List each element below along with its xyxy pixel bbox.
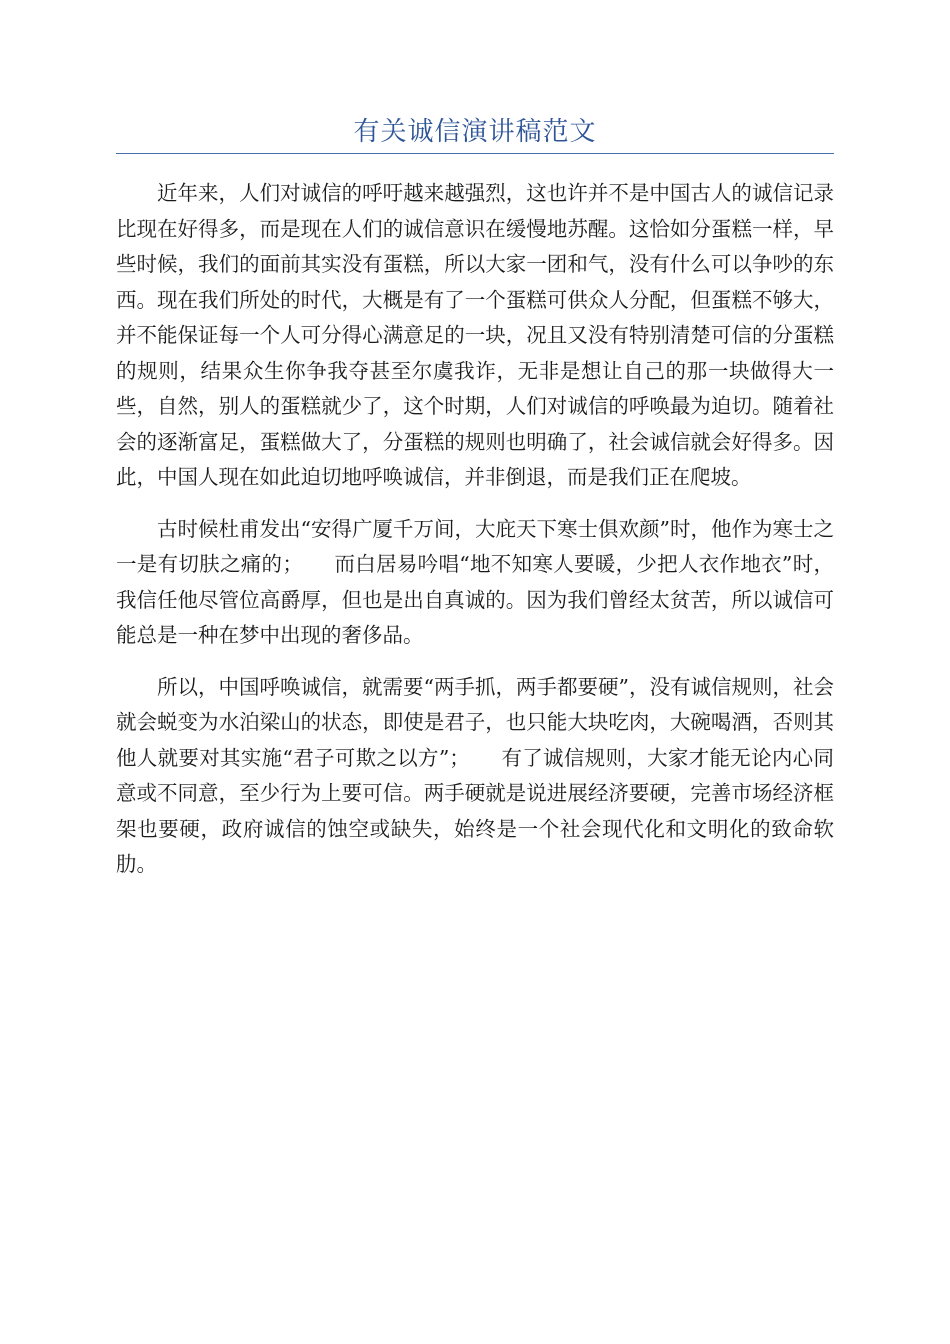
title-underline <box>116 153 834 154</box>
paragraph-2: 古时候杜甫发出“安得广厦千万间，大庇天下寒士俱欢颜”时，他作为寒士之一是有切肤之痛的； 而白居易吟唱“地不知寒人要暖，少把人衣作地衣”时，我信任他尽管位高爵厚，但也是出自真诚的。因为我们曾经太贫苦，所以诚信可能总是一种在梦中出现的奢侈品。 <box>116 516 834 647</box>
document-body <box>116 176 834 899</box>
paragraph-1: 近年来，人们对诚信的呼吁越来越强烈，这也许并不是中国古人的诚信记录比现在好得多，而是现在人们的诚信意识在缓慢地苏醒。这恰如分蛋糕一样，早些时候，我们的面前其实没有蛋糕，所以大家一团和气，没有什么可以争吵的东西。现在我们所处的时代，大概是有了一个蛋糕可供众人分配，但蛋糕不够大，并不能保证每一个人可分得心满意足的一块，况且又没有特别清楚可信的分蛋糕的规则，结果众生你争我夺甚至尔虞我诈，无非是想让自己的那一块做得大一些，自然，别人的蛋糕就少了，这个时期，人们对诚信的呼唤最为迫切。随着社会的逐渐富足，蛋糕做大了，分蛋糕的规则也明确了，社会诚信就会好得多。因此，中国人现在如此迫切地呼唤诚信，并非倒退，而是我们正在爬坡。 <box>116 181 834 489</box>
paragraph-3: 所以，中国呼唤诚信，就需要“两手抓，两手都要硬”，没有诚信规则，社会就会蜕变为水泊梁山的状态，即使是君子，也只能大块吃肉，大碗喝酒，否则其他人就要对其实施“君子可欺之以方”； 有了诚信规则，大家才能无论内心同意或不同意，至少行为上要可信。两手硬就是说进展经济要硬，完善市场经济框架也要硬，政府诚信的蚀空或缺失，始终是一个社会现代化和文明化的致命软肋。 <box>116 674 834 876</box>
document-title: 有关诚信演讲稿范文 <box>353 117 597 147</box>
